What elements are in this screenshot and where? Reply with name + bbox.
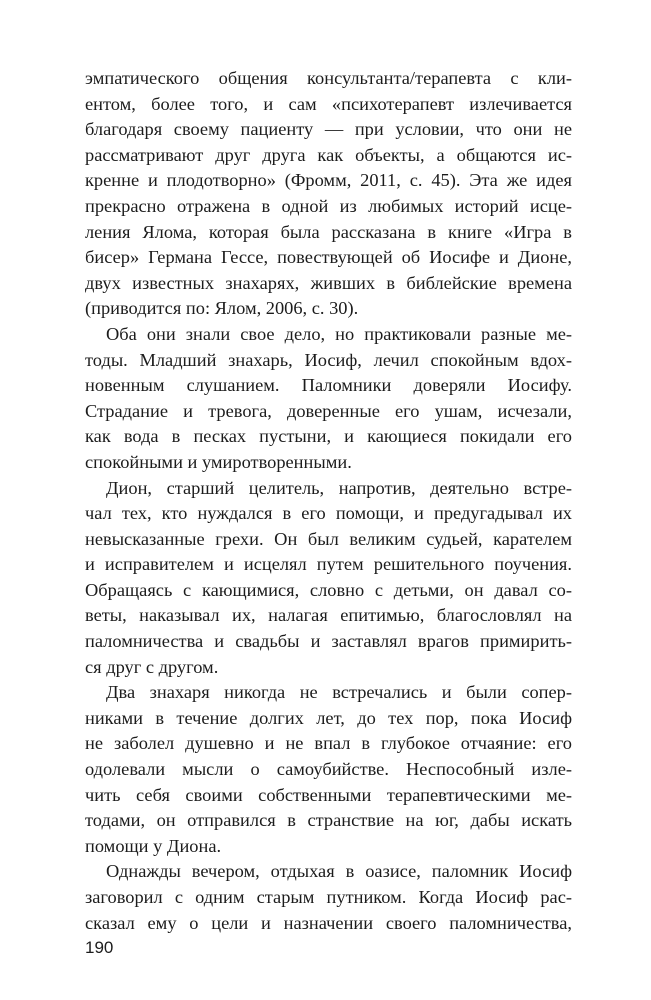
text-line: никами в течение долгих лет, до тех пор, пока Иосиф xyxy=(85,707,572,728)
text-line: бисер» Германа Гессе, повествующей об Иосифе и Дионе, xyxy=(85,247,572,268)
text-line: заговорил с одним старым путником. Когда Иосиф рас- xyxy=(85,887,572,907)
text-line: двух известных знахарях, живших в библейские времена xyxy=(85,272,572,293)
text-line: чить себя своими собственными терапевтическими ме- xyxy=(85,784,572,805)
paragraph-first-line: Дион, старший целитель, напротив, деятельно встре- xyxy=(106,477,572,498)
text-line: не заболел душевно и не впал в глубокое отчаяние: его xyxy=(85,733,572,754)
text-line: спокойными и умиротворенными. xyxy=(85,451,352,472)
text-line: новенным слушанием. Паломники доверяли Иосифу. xyxy=(85,375,572,396)
text-line: прекрасно отражена в одной из любимых историй исце- xyxy=(85,195,572,216)
text-line: благодаря своему пациенту — при условии, что они не xyxy=(85,119,572,140)
text-line: сказал ему о цели и назначении своего паломничества, xyxy=(85,912,572,933)
body-text xyxy=(85,66,572,936)
paragraph-first-line: Однажды вечером, отдыхая в оазисе, паломник Иосиф xyxy=(106,861,572,882)
text-line: ентом, более того, и сам «психотерапевт излечивается xyxy=(85,93,572,114)
text-line: (приводится по: Ялом, 2006, с. 30). xyxy=(85,298,359,319)
text-line: рассматривают друг друга как объекты, а общаются ис- xyxy=(85,144,572,165)
text-line: чал тех, кто нуждался в его помощи, и предугадывал их xyxy=(85,503,572,524)
text-line: веты, наказывал их, налагая епитимью, благословлял на xyxy=(85,605,572,626)
text-line: Страдание и тревога, доверенные его ушам, исчезали, xyxy=(85,400,572,421)
paragraph-first-line: Оба они знали свое дело, но практиковали разные ме- xyxy=(106,323,572,344)
paragraph-first-line: Два знахаря никогда не встречались и были сопер- xyxy=(106,682,572,703)
text-line: как вода в песках пустыни, и кающиеся покидали его xyxy=(85,426,572,447)
text-line: одолевали мысли о самоубийстве. Неспособный изле- xyxy=(85,759,572,780)
text-line: ления Ялома, которая была рассказана в книге «Игра в xyxy=(85,221,572,242)
text-line: ся друг с другом. xyxy=(85,656,219,677)
text-line: тодами, он отправился в странствие на юг, дабы искать xyxy=(85,810,572,831)
text-line: тоды. Младший знахарь, Иосиф, лечил спокойным вдох- xyxy=(85,349,572,370)
text-line: невысказанные грехи. Он был великим судьей, карателем xyxy=(85,528,572,549)
text-line: паломничества и свадьбы и заставлял врагов примирить- xyxy=(85,631,572,652)
text-line: помощи у Диона. xyxy=(85,835,222,856)
text-line: эмпатического общения консультанта/терапевта с кли- xyxy=(85,68,572,88)
text-line: Обращаясь с кающимися, словно с детьми, он давал со- xyxy=(85,579,572,600)
text-line: кренне и плодотворно» (Фромм, 2011, с. 45). Эта же идея xyxy=(85,170,572,191)
text-line: и исправителем и исцелял путем решительного поучения. xyxy=(85,554,572,575)
page-number: 190 xyxy=(85,938,114,957)
